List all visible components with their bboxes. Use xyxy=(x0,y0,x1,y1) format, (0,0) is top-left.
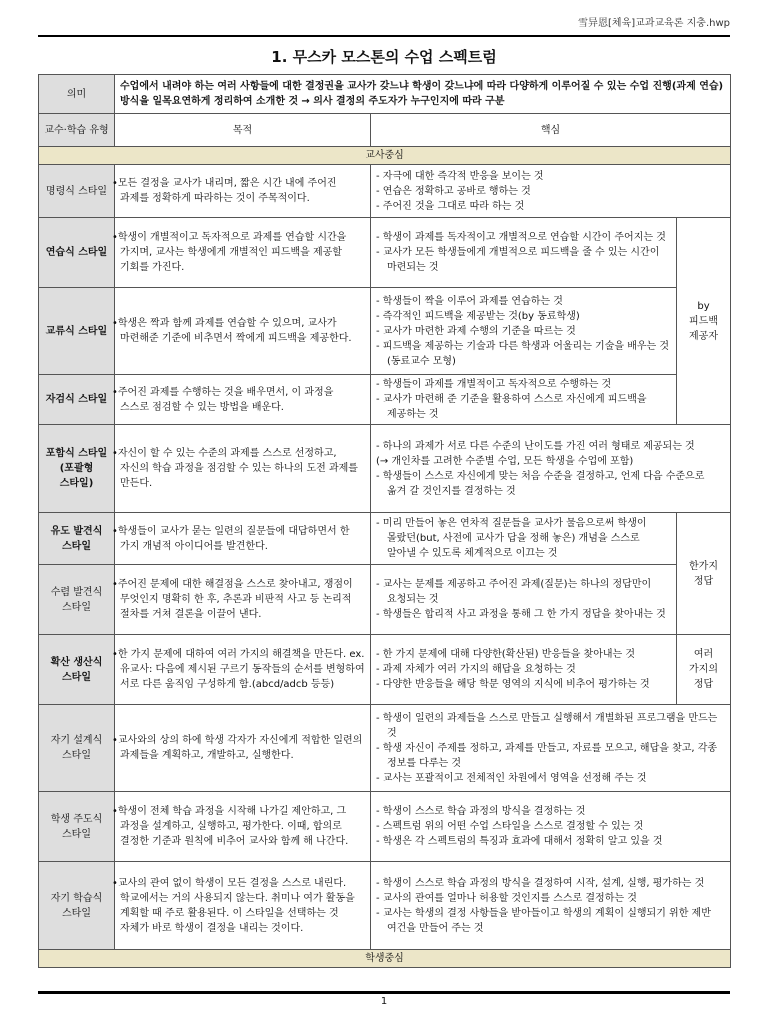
style-name: 자기 학습식 스타일 xyxy=(39,862,115,950)
style-core xyxy=(371,375,677,425)
style-name: 확산 생산식 스타일 xyxy=(39,635,115,705)
style-row xyxy=(39,635,731,705)
meaning-text-b: → 의사 결정의 주도자가 누구인지에 따라 구분 xyxy=(301,96,505,107)
header-rule xyxy=(38,35,730,37)
core-item: - 스펙트럼 위의 어떤 수업 스타일을 스스로 결정할 수 있는 것 xyxy=(376,821,644,832)
section-teacher: 교사중심 xyxy=(39,147,731,165)
style-purpose: •학생은 짝과 함께 과제를 연습할 수 있으며, 교사가 마련해준 기준에 비추면서 짝에게 피드백을 제공한다. xyxy=(115,288,371,375)
meaning-text-a: 수업에서 내려야 하는 여러 사항들에 대한 결정권을 교사가 갖느냐 학생이 갖느냐에 따라 다양하게 이루어질 수 있는 수업 진행(과제 연습) 방식을 일목요연하게 정리하여 소개한 것 xyxy=(120,81,724,107)
style-name: 명령식 스타일 xyxy=(39,165,115,218)
col-type: 교수·학습 유형 xyxy=(39,114,115,147)
style-purpose: •교사의 관여 없이 학생이 모든 결정을 스스로 내린다. 학교에서는 거의 사용되지 않는다. 취미나 여가 활동을 계획할 때 주로 활용된다. 이 스타일을 선택하는 것 자체가 바로 학생이 결정을 내리는 것이다. xyxy=(115,862,371,950)
column-header-row xyxy=(39,114,731,147)
file-name: 雪异恩[체육]교과교육론 지충.hwp xyxy=(578,18,730,29)
core-item: - 교사가 모든 학생들에게 개별적으로 피드백을 줄 수 있는 시간이 마련되는 것 xyxy=(376,247,660,273)
style-name: 학생 주도식 스타일 xyxy=(39,792,115,862)
style-name: 유도 발견식 스타일 xyxy=(39,513,115,565)
page-number: 1 xyxy=(380,996,388,1007)
meaning-row xyxy=(39,75,731,114)
core-item: - 즉각적인 피드백을 제공받는 것(by 동료학생) xyxy=(376,310,580,322)
page-title: 1. 무스카 모스톤의 수업 스펙트럼 xyxy=(271,48,497,66)
style-row xyxy=(39,565,731,635)
style-core xyxy=(371,862,731,950)
style-name: 연습식 스타일 xyxy=(39,218,115,288)
style-core xyxy=(371,565,677,635)
style-core xyxy=(371,792,731,862)
style-name: 자기 설계식 스타일 xyxy=(39,705,115,792)
col-core: 핵심 xyxy=(371,114,731,147)
core-item: - 학생은 각 스펙트럼의 특징과 효과에 대해서 정확히 알고 있을 것 xyxy=(376,836,663,847)
style-core xyxy=(371,165,731,218)
core-item: - 학생들이 과제를 개별적이고 독자적으로 수행하는 것 xyxy=(376,379,612,390)
section-student: 학생중심 xyxy=(39,950,731,968)
style-core xyxy=(371,218,677,288)
core-item: - 한 가지 문제에 대해 다양한(확산된) 반응들을 찾아내는 것 xyxy=(376,649,636,660)
style-core xyxy=(371,635,677,705)
style-core xyxy=(371,288,677,375)
style-row xyxy=(39,792,731,862)
core-item: - 교사는 문제를 제공하고 주어진 과제(질문)는 하나의 정답만이 요청되는 것 xyxy=(376,579,652,605)
group-feedback: by 피드백 제공자 xyxy=(677,218,731,425)
style-core xyxy=(371,513,677,565)
style-row xyxy=(39,513,731,565)
style-row xyxy=(39,288,731,375)
group-one-answer: 한가지 정답 xyxy=(677,513,731,635)
style-purpose: •한 가지 문제에 대하여 여러 가지의 해결책을 만든다. ex. 유교사: 다음에 제시된 구르기 동작들의 순서를 변형하여 서로 다른 움직임 구성하게 함.(abcd/adcb 등등) xyxy=(115,635,371,705)
style-purpose: •주어진 과제를 수행하는 것을 배우면서, 이 과정을 스스로 점검할 수 있는 방법을 배운다. xyxy=(115,375,371,425)
footer-rule xyxy=(38,991,730,994)
style-row xyxy=(39,862,731,950)
style-core xyxy=(371,425,731,513)
style-row xyxy=(39,218,731,288)
core-item: (→ 개인차를 고려한 수준별 수업, 모든 학생을 수업에 포함) xyxy=(376,455,634,467)
core-item: - 미리 만들어 놓은 연차적 질문들을 교사가 물음으로써 학생이 몰랐던(but, 사전에 교사가 답을 정해 놓은) 개념을 스스로 알아낼 수 있도록 체계적으로 이끄는 것 xyxy=(376,518,647,559)
style-purpose: •모든 결정을 교사가 내리며, 짧은 시간 내에 주어진 과제를 정확하게 따라하는 것이 주목적이다. xyxy=(115,165,371,218)
core-item: - 교사는 포괄적이고 전체적인 차원에서 영역을 선정해 주는 것 xyxy=(376,772,647,784)
style-core xyxy=(371,705,731,792)
core-item: - 학생이 스스로 학습 과정의 방식을 결정하는 것 xyxy=(376,806,586,817)
core-item: - 교사가 마련한 과제 수행의 기준을 따르는 것 xyxy=(376,325,576,337)
col-purpose: 목적 xyxy=(115,114,371,147)
group-many-answers: 여러 가지의 정답 xyxy=(677,635,731,705)
style-row xyxy=(39,375,731,425)
style-purpose: •자신이 할 수 있는 수준의 과제를 스스로 선정하고, 자신의 학습 과정을 점검할 수 있는 하나의 도전 과제를 만든다. xyxy=(115,425,371,513)
style-purpose: •주어진 문제에 대한 해결점을 스스로 찾아내고, 쟁점이 무엇인지 명확히 한 후, 추론과 비판적 사고 등 논리적 절차를 거쳐 결론을 이끌어 낸다. xyxy=(115,565,371,635)
core-item: - 학생 자신이 주제를 정하고, 과제를 만들고, 자료를 모으고, 해답을 찾고, 각종 정보를 다루는 것 xyxy=(376,742,718,769)
style-purpose: •교사와의 상의 하에 학생 각자가 자신에게 적합한 일련의 과제들을 계획하고, 개발하고, 실행한다. xyxy=(115,705,371,792)
style-row xyxy=(39,705,731,792)
style-name: 포함식 스타일 (포괄형 스타일) xyxy=(39,425,115,513)
style-name: 자검식 스타일 xyxy=(39,375,115,425)
core-item: - 학생이 과제를 독자적이고 개별적으로 연습할 시간이 주어지는 것 xyxy=(376,232,666,243)
core-item: - 학생이 스스로 학습 과정의 방식을 결정하여 시작, 설계, 실행, 평가하는 것 xyxy=(376,877,705,889)
core-item: - 연습은 정확하고 공바로 행하는 것 xyxy=(376,185,531,197)
core-item: - 주어진 것을 그대로 따라 하는 것 xyxy=(376,200,525,212)
core-item: - 자극에 대한 즉각적 반응을 보이는 것 xyxy=(376,170,544,182)
style-purpose: •학생들이 교사가 묻는 일련의 질문들에 대답하면서 한 가지 개념적 아이디어를 발견한다. xyxy=(115,513,371,565)
style-purpose: •학생이 전체 학습 과정을 시작해 나가길 제안하고, 그 과정을 설계하고, 실행하고, 평가한다. 이때, 합의로 결정한 기준과 원칙에 비추어 교사와 함께 해 나간다. xyxy=(115,792,371,862)
core-item: - 과제 자체가 여러 가지의 해답을 요청하는 것 xyxy=(376,664,576,675)
core-item: - 학생들이 스스로 자신에게 맞는 처음 수준을 결정하고, 언제 다음 수준으로 옮겨 갈 것인지를 결정하는 것 xyxy=(376,470,705,497)
meaning-label: 의미 xyxy=(39,75,115,114)
core-item: - 교사는 학생의 결정 사항들을 받아들이고 학생의 계획이 실행되기 위한 제반 여건을 만들어 주는 것 xyxy=(376,907,711,934)
core-item: - 교사가 마련해 준 기준을 활용하여 스스로 자신에게 피드백을 제공하는 것 xyxy=(376,394,647,420)
core-item: - 학생들은 합리적 사고 과정을 통해 그 한 가지 정답을 찾아내는 것 xyxy=(376,609,666,620)
meaning-text xyxy=(115,75,731,114)
core-item: - 학생이 일련의 과제들을 스스로 만들고 실행해서 개별화된 프로그램을 만드는 것 xyxy=(376,712,718,739)
core-item: - 다양한 반응들을 해당 학문 영역의 지식에 비추어 평가하는 것 xyxy=(376,679,650,690)
spectrum-table xyxy=(38,74,731,968)
style-purpose: •학생이 개별적이고 독자적으로 과제를 연습할 시간을 가지며, 교사는 학생에게 개별적인 피드백을 제공할 기회를 가진다. xyxy=(115,218,371,288)
style-row xyxy=(39,425,731,513)
core-item: - 피드백을 제공하는 기술과 다른 학생과 어울리는 기술을 배우는 것 (동료교수 모형) xyxy=(376,340,670,367)
style-name: 교류식 스타일 xyxy=(39,288,115,375)
style-name: 수렴 발견식 스타일 xyxy=(39,565,115,635)
core-item: - 교사의 관여를 얼마나 허용할 것인지를 스스로 결정하는 것 xyxy=(376,892,637,904)
core-item: - 학생들이 짝을 이루어 과제를 연습하는 것 xyxy=(376,295,563,307)
core-item: - 하나의 과제가 서로 다른 수준의 난이도를 가진 여러 형태로 제공되는 것 xyxy=(376,440,695,452)
style-row xyxy=(39,165,731,218)
